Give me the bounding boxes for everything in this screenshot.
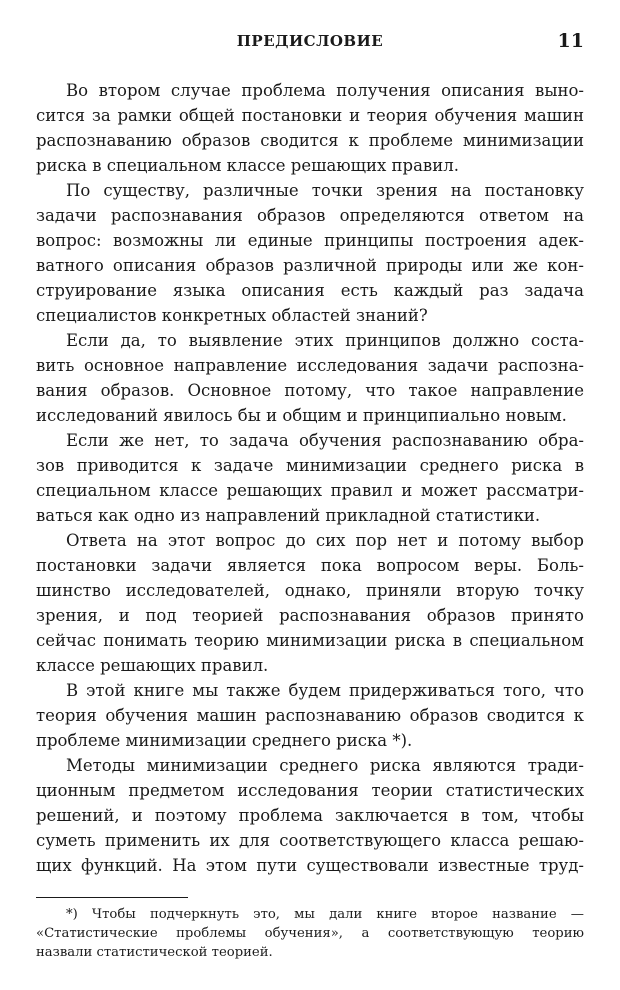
- main-text: [36, 78, 584, 878]
- text-line: ционным предметом исследования теории статистических: [36, 781, 584, 800]
- text-line: суметь применить их для соответствующего класса решаю-: [36, 831, 584, 850]
- text-line: риска в специальном классе решающих правил.: [36, 156, 459, 175]
- text-line: вания образов. Основное потому, что такое направление: [36, 381, 584, 400]
- footnote-line: назвали статистической теорией.: [36, 945, 273, 960]
- text-line: классе решающих правил.: [36, 656, 269, 675]
- text-line: Во втором случае проблема получения описания выно-: [66, 81, 584, 100]
- text-line: Если да, то выявление этих принципов должно соста-: [66, 331, 584, 350]
- text-line: решений, и поэтому проблема заключается в том, чтобы: [36, 806, 584, 825]
- text-line: В этой книге мы также будем придерживаться того, что: [66, 681, 584, 700]
- footnote: [36, 905, 584, 962]
- text-line: проблеме минимизации среднего риска *).: [36, 731, 413, 750]
- text-line: По существу, различные точки зрения на постановку: [66, 181, 584, 200]
- text-line: Ответа на этот вопрос до сих пор нет и потому выбор: [66, 531, 584, 550]
- running-title: ПРЕДИСЛОВИЕ: [236, 32, 384, 50]
- text-line: постановки задачи является пока вопросом веры. Боль-: [36, 556, 584, 575]
- text-line: задачи распознавания образов определяются ответом на: [36, 206, 584, 225]
- text-line: сится за рамки общей постановки и теория обучения машин: [36, 106, 584, 125]
- text-line: зрения, и под теорией распознавания образов принято: [36, 606, 584, 625]
- footnote-line: *) Чтобы подчеркнуть это, мы дали книге второе название —: [66, 907, 584, 922]
- text-line: ватного описания образов различной природы или же кон-: [36, 256, 584, 275]
- text-line: вить основное направление исследования задачи распозна-: [36, 356, 584, 375]
- text-line: ваться как одно из направлений прикладной статистики.: [36, 506, 541, 525]
- text-line: Если же нет, то задача обучения распознаванию обра-: [66, 431, 584, 450]
- footnote-divider: [36, 897, 188, 898]
- text-line: зов приводится к задаче минимизации среднего риска в: [36, 456, 584, 475]
- text-line: специалистов конкретных областей знаний?: [36, 306, 428, 325]
- page-number: 11: [557, 30, 584, 52]
- text-line: вопрос: возможны ли единые принципы построения адек-: [36, 231, 584, 250]
- text-line: теория обучения машин распознаванию образов сводится к: [36, 706, 584, 725]
- text-line: сейчас понимать теорию минимизации риска в специальном: [36, 631, 584, 650]
- text-line: Методы минимизации среднего риска являются тради-: [66, 756, 584, 775]
- text-line: специальном классе решающих правил и может рассматри-: [36, 481, 584, 500]
- footnote-line: «Статистические проблемы обучения», а соответствующую теорию: [36, 926, 584, 941]
- text-line: струирование языка описания есть каждый раз задача: [36, 281, 584, 300]
- text-line: щих функций. На этом пути существовали известные труд-: [36, 856, 584, 875]
- text-line: шинство исследователей, однако, приняли вторую точку: [36, 581, 584, 600]
- page-header: [36, 32, 584, 56]
- text-line: исследований явилось бы и общим и принципиально новым.: [36, 406, 567, 425]
- text-line: распознаванию образов сводится к проблеме минимизации: [36, 131, 584, 150]
